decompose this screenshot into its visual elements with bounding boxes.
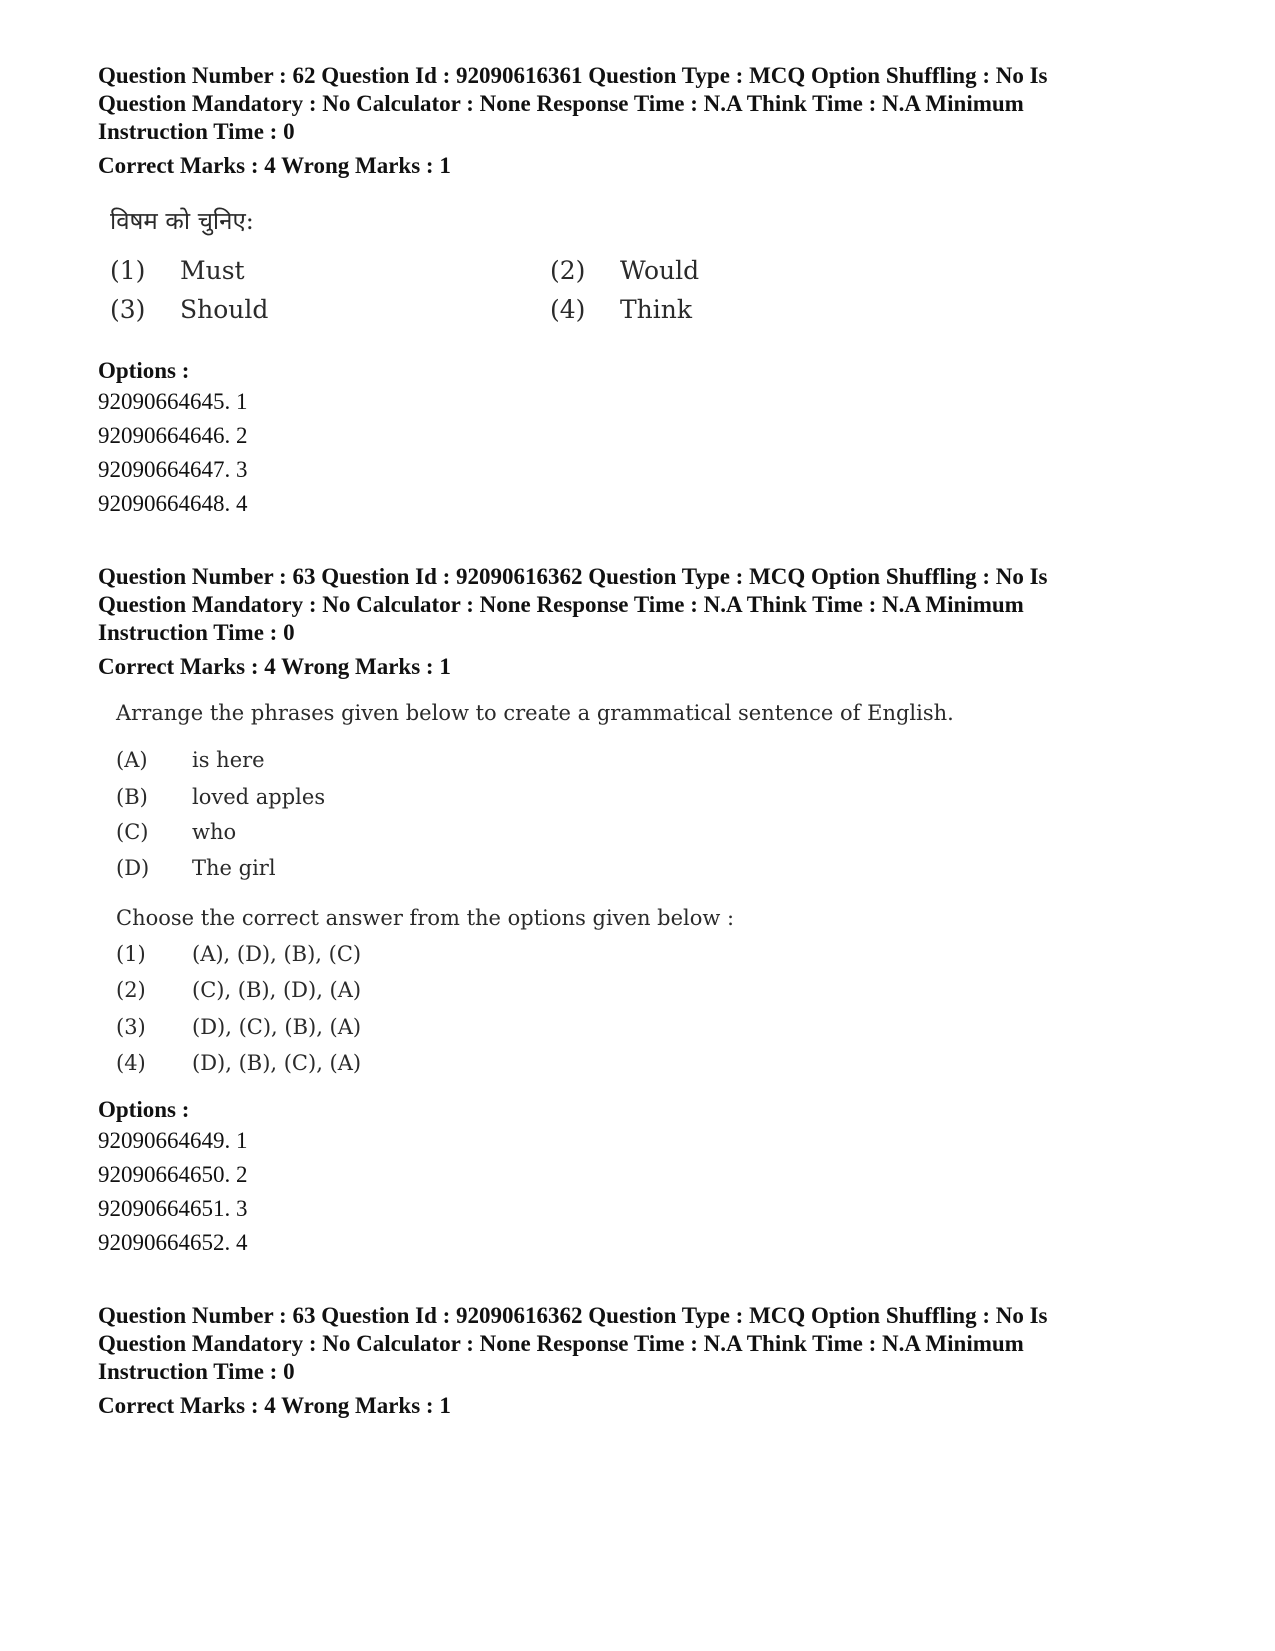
phrase-item bbox=[116, 856, 276, 880]
answer-item bbox=[116, 1051, 361, 1075]
options-list bbox=[98, 357, 1188, 521]
option-item: 92090664650. 2 bbox=[98, 1162, 248, 1187]
answer-label: (1) bbox=[116, 942, 146, 966]
question-prompt: Arrange the phrases given below to create a grammatical sentence of English. bbox=[116, 701, 954, 725]
phrase-item bbox=[116, 785, 325, 809]
choice-item bbox=[550, 256, 699, 285]
phrase-label: (A) bbox=[116, 748, 148, 772]
choice-item bbox=[110, 256, 245, 285]
question-62-body bbox=[98, 200, 1188, 340]
question-meta-line: Question Mandatory : No Calculator : None Response Time : N.A Think Time : N.A Minimum bbox=[98, 91, 1024, 116]
choice-number: (4) bbox=[550, 295, 586, 324]
question-meta-line: Question Mandatory : No Calculator : None Response Time : N.A Think Time : N.A Minimum bbox=[98, 1331, 1024, 1356]
question-meta-line: Question Number : 63 Question Id : 92090616362 Question Type : MCQ Option Shuffling : No Is bbox=[98, 1303, 1048, 1328]
option-item: 92090664648. 4 bbox=[98, 491, 248, 516]
answer-label: (3) bbox=[116, 1015, 146, 1039]
choice-number: (1) bbox=[110, 256, 146, 285]
option-item: 92090664651. 3 bbox=[98, 1196, 248, 1221]
phrase-item bbox=[116, 748, 265, 772]
choice-item bbox=[550, 295, 692, 324]
phrase-text: The girl bbox=[192, 856, 276, 880]
marks-info: Correct Marks : 4 Wrong Marks : 1 bbox=[98, 153, 451, 178]
marks-info: Correct Marks : 4 Wrong Marks : 1 bbox=[98, 654, 451, 679]
choice-item bbox=[110, 295, 268, 324]
options-list bbox=[98, 1096, 1188, 1260]
answer-text: (D), (B), (C), (A) bbox=[192, 1051, 362, 1075]
question-meta-line: Question Number : 63 Question Id : 92090616362 Question Type : MCQ Option Shuffling : No Is bbox=[98, 564, 1048, 589]
question-62-header bbox=[98, 62, 1188, 180]
question-meta-line: Instruction Time : 0 bbox=[98, 1359, 295, 1384]
option-item: 92090664646. 2 bbox=[98, 423, 248, 448]
question-63-body bbox=[98, 698, 1188, 1088]
choice-text: Should bbox=[180, 295, 269, 324]
option-item: 92090664647. 3 bbox=[98, 457, 248, 482]
answer-text: (D), (C), (B), (A) bbox=[192, 1015, 362, 1039]
phrase-text: who bbox=[192, 820, 237, 844]
question-meta-line: Instruction Time : 0 bbox=[98, 119, 295, 144]
phrase-item bbox=[116, 820, 236, 844]
option-item: 92090664645. 1 bbox=[98, 389, 248, 414]
answer-label: (4) bbox=[116, 1051, 146, 1075]
options-title: Options : bbox=[98, 1097, 190, 1122]
choice-text: Think bbox=[620, 295, 693, 324]
answer-label: (2) bbox=[116, 978, 146, 1002]
answer-item bbox=[116, 1015, 361, 1039]
phrase-text: loved apples bbox=[192, 785, 326, 809]
phrase-label: (D) bbox=[116, 856, 150, 880]
question-meta-line: Instruction Time : 0 bbox=[98, 620, 295, 645]
answer-instruction: Choose the correct answer from the options given below : bbox=[116, 906, 735, 930]
choice-number: (2) bbox=[550, 256, 586, 285]
options-title: Options : bbox=[98, 358, 190, 383]
option-item: 92090664649. 1 bbox=[98, 1128, 248, 1153]
phrase-label: (B) bbox=[116, 785, 148, 809]
question-meta-line: Question Mandatory : No Calculator : None Response Time : N.A Think Time : N.A Minimum bbox=[98, 592, 1024, 617]
answer-text: (C), (B), (D), (A) bbox=[192, 978, 362, 1002]
question-prompt: विषम को चुनिए: bbox=[110, 207, 254, 235]
question-63-header bbox=[98, 563, 1188, 681]
answer-text: (A), (D), (B), (C) bbox=[192, 942, 362, 966]
phrase-text: is here bbox=[192, 748, 265, 772]
phrase-label: (C) bbox=[116, 820, 149, 844]
choice-text: Must bbox=[180, 256, 245, 285]
choice-number: (3) bbox=[110, 295, 146, 324]
choice-text: Would bbox=[620, 256, 700, 285]
question-meta-line: Question Number : 62 Question Id : 92090616361 Question Type : MCQ Option Shuffling : No Is bbox=[98, 63, 1048, 88]
marks-info: Correct Marks : 4 Wrong Marks : 1 bbox=[98, 1393, 451, 1418]
option-item: 92090664652. 4 bbox=[98, 1230, 248, 1255]
question-63b-header bbox=[98, 1302, 1188, 1420]
answer-item bbox=[116, 942, 361, 966]
answer-item bbox=[116, 978, 361, 1002]
